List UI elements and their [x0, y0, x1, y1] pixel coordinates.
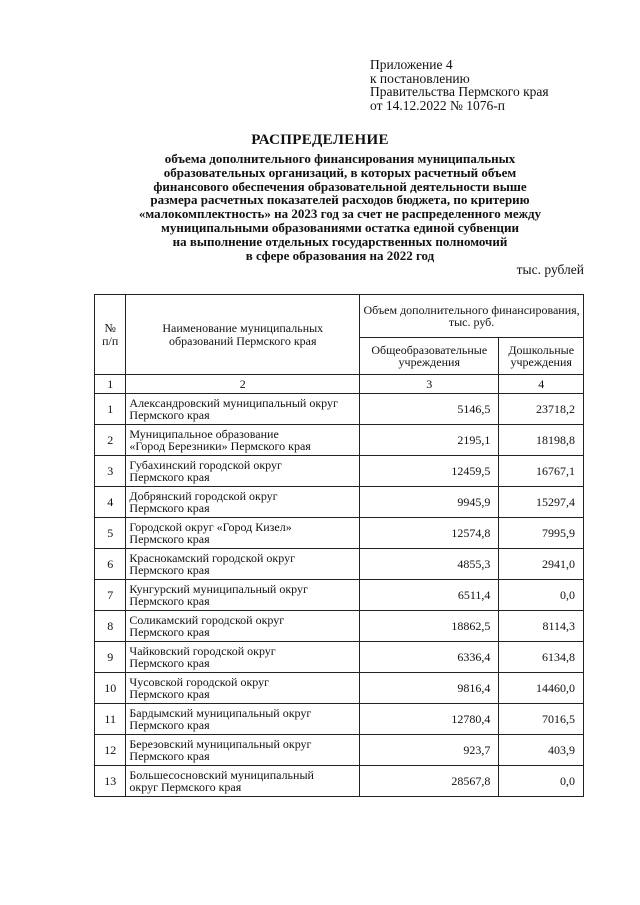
municipality-name [126, 766, 360, 797]
general-education-value: 5146,5 [360, 394, 499, 425]
municipality-name-line: Пермского края [129, 563, 210, 577]
general-education-value: 28567,8 [360, 766, 499, 797]
table-row [95, 611, 584, 642]
table-body [95, 375, 584, 797]
municipality-name [126, 549, 360, 580]
municipality-name-line: округ Пермского края [129, 780, 242, 794]
general-education-value: 923,7 [360, 735, 499, 766]
column-index: 1 [95, 375, 126, 394]
municipality-name [126, 487, 360, 518]
municipality-name-line: Кунгурский муниципальный округ [129, 581, 308, 596]
row-number: 8 [95, 611, 126, 642]
municipality-name-line: Пермского края [129, 501, 210, 515]
document-title: РАСПРЕДЕЛЕНИЕ [251, 132, 389, 148]
preschool-value: 403,9 [499, 735, 584, 766]
preschool-value: 6134,8 [499, 642, 584, 673]
general-education-value: 12459,5 [360, 456, 499, 487]
general-education-value: 18862,5 [360, 611, 499, 642]
municipality-name-line: Большесосновский муниципальный [129, 767, 314, 782]
row-number: 7 [95, 580, 126, 611]
preschool-value: 7016,5 [499, 704, 584, 735]
municipality-name-line: Пермского края [129, 532, 210, 546]
general-education-value: 9816,4 [360, 673, 499, 704]
municipality-name-line: Краснокамский городской округ [129, 550, 295, 565]
row-number: 10 [95, 673, 126, 704]
row-number: 5 [95, 518, 126, 549]
preschool-value: 23718,2 [499, 394, 584, 425]
row-number: 12 [95, 735, 126, 766]
municipality-name [126, 642, 360, 673]
subtitle-line: муниципальными образованиями остатка единой субвенции [161, 219, 519, 235]
general-education-value: 6511,4 [360, 580, 499, 611]
municipality-name-line: Бардымский муниципальный округ [129, 705, 312, 720]
column-index: 4 [499, 375, 584, 394]
municipality-name-line: Александровский муниципальный округ [129, 395, 338, 410]
subtitle-line: объема дополнительного финансирования муниципальных [164, 151, 516, 166]
header-name: Наименование муниципальных образований Пермского края [126, 295, 360, 375]
appendix-block [370, 58, 549, 112]
row-number: 6 [95, 549, 126, 580]
preschool-value: 15297,4 [499, 487, 584, 518]
preschool-value: 7995,9 [499, 518, 584, 549]
municipality-name-line: Муниципальное образование [129, 426, 279, 441]
table-row [95, 549, 584, 580]
appendix-line: от 14.12.2022 № 1076-п [370, 97, 505, 113]
table-row [95, 766, 584, 797]
municipality-name-line: Чайковский городской округ [129, 643, 276, 658]
preschool-value: 14460,0 [499, 673, 584, 704]
column-index: 2 [126, 375, 360, 394]
unit-label: тыс. рублей [516, 262, 584, 277]
row-number: 9 [95, 642, 126, 673]
column-index: 3 [360, 375, 499, 394]
header-num: № п/п [95, 295, 126, 375]
header-general: Общеобразовательные учреждения [360, 338, 499, 375]
municipality-name-line: Губахинский городской округ [129, 457, 282, 472]
preschool-value: 0,0 [499, 766, 584, 797]
table-row [95, 394, 584, 425]
table-row [95, 580, 584, 611]
subtitle-line: в сфере образования на 2022 год [245, 247, 435, 263]
municipality-name [126, 425, 360, 456]
column-index-row [95, 375, 584, 394]
municipality-name-line: Пермского края [129, 656, 210, 670]
municipality-name-line: Пермского края [129, 718, 210, 732]
subtitle-line: «малокомплектность» на 2023 год за счет не распределенного между [138, 206, 542, 222]
row-number: 1 [95, 394, 126, 425]
general-education-value: 12780,4 [360, 704, 499, 735]
distribution-table [94, 294, 584, 797]
table-row [95, 487, 584, 518]
municipality-name-line: Соликамский городской округ [129, 612, 285, 627]
municipality-name-line: Городской округ «Город Кизел» [129, 519, 292, 534]
row-number: 11 [95, 704, 126, 735]
municipality-name-line: Березовский муниципальный округ [129, 736, 312, 751]
general-education-value: 2195,1 [360, 425, 499, 456]
table-row [95, 673, 584, 704]
preschool-value: 8114,3 [499, 611, 584, 642]
municipality-name [126, 580, 360, 611]
row-number: 13 [95, 766, 126, 797]
table-row [95, 518, 584, 549]
subtitle-line: размера расчетных показателей расходов бюджета, по критерию [150, 192, 530, 208]
preschool-value: 18198,8 [499, 425, 584, 456]
municipality-name-line: Пермского края [129, 408, 210, 422]
municipality-name [126, 518, 360, 549]
municipality-name [126, 394, 360, 425]
appendix-line: к постановлению [370, 70, 470, 86]
municipality-name-line: Пермского края [129, 687, 210, 701]
municipality-name-line: Пермского края [129, 749, 210, 763]
header-preschool: Дошкольные учреждения [499, 338, 584, 375]
table-row [95, 735, 584, 766]
subtitle-line: на выполнение отдельных государственных полномочий [172, 233, 508, 249]
row-number: 4 [95, 487, 126, 518]
general-education-value: 6336,4 [360, 642, 499, 673]
header-volume: Объем дополнительного финансирования, тыс. руб. [360, 295, 584, 338]
subtitle-line: финансового обеспечения образовательной деятельности выше [153, 178, 527, 194]
row-number: 2 [95, 425, 126, 456]
municipality-name-line: Чусовской городской округ [129, 674, 270, 689]
municipality-name-line: «Город Березники» Пермского края [129, 439, 311, 453]
municipality-name-line: Пермского края [129, 594, 210, 608]
municipality-name [126, 735, 360, 766]
appendix-line: Правительства Пермского края [370, 84, 549, 99]
table-row [95, 425, 584, 456]
table-row [95, 642, 584, 673]
preschool-value: 16767,1 [499, 456, 584, 487]
general-education-value: 4855,3 [360, 549, 499, 580]
table-row [95, 704, 584, 735]
document-subtitle [80, 152, 600, 262]
general-education-value: 12574,8 [360, 518, 499, 549]
municipality-name [126, 704, 360, 735]
table-row [95, 456, 584, 487]
row-number: 3 [95, 456, 126, 487]
municipality-name-line: Пермского края [129, 625, 210, 639]
appendix-line: Приложение 4 [370, 57, 453, 72]
preschool-value: 2941,0 [499, 549, 584, 580]
municipality-name [126, 673, 360, 704]
subtitle-line: образовательных организаций, в которых расчетный объем [163, 164, 517, 180]
municipality-name [126, 611, 360, 642]
municipality-name [126, 456, 360, 487]
municipality-name-line: Добрянский городской округ [129, 488, 278, 503]
municipality-name-line: Пермского края [129, 470, 210, 484]
preschool-value: 0,0 [499, 580, 584, 611]
general-education-value: 9945,9 [360, 487, 499, 518]
